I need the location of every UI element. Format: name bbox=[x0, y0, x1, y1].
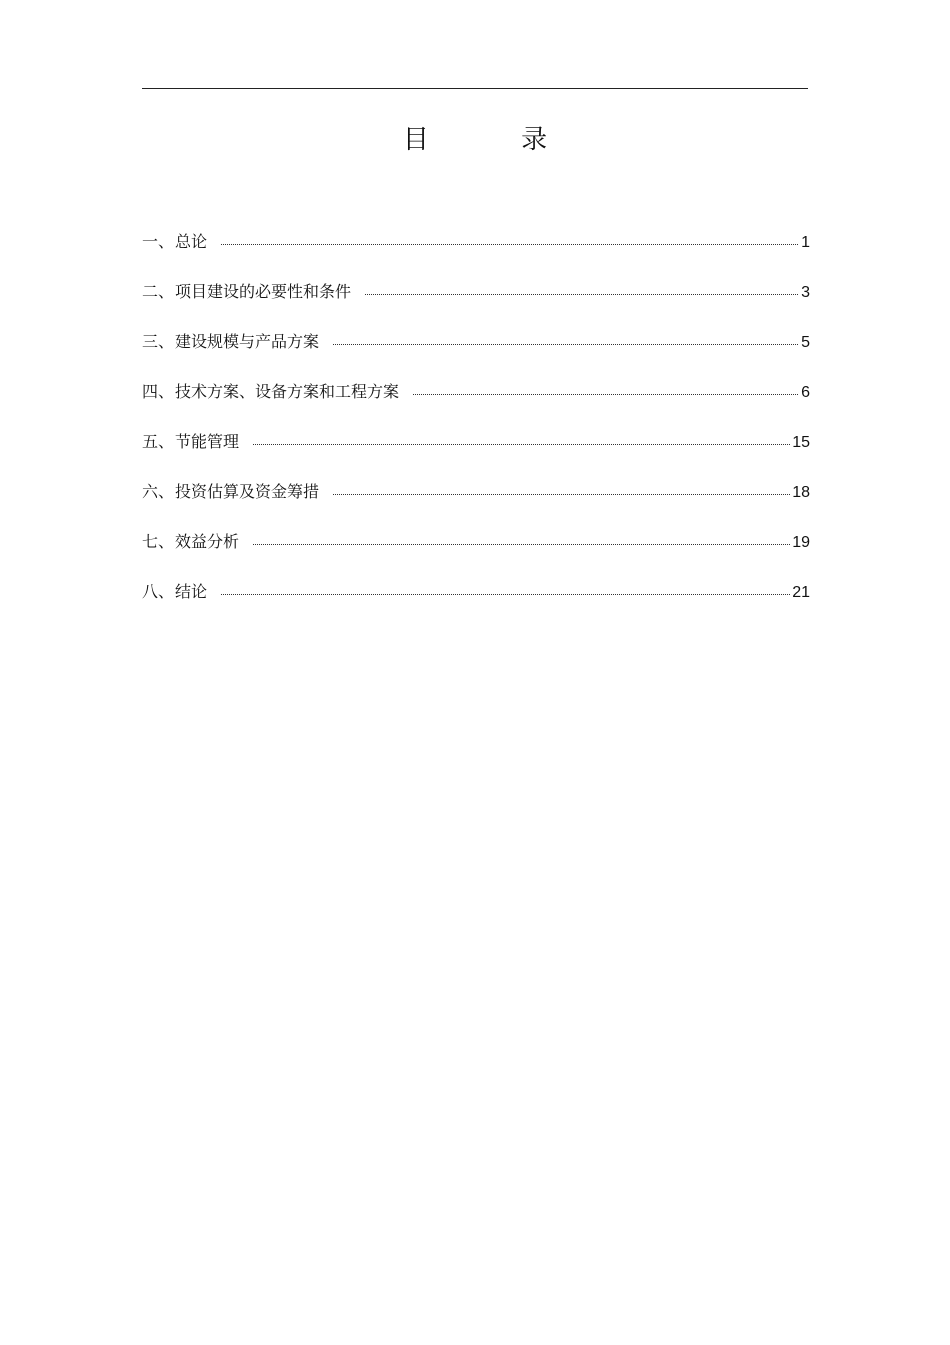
toc-dot-leader bbox=[333, 344, 798, 345]
toc-entry-separator: 、 bbox=[158, 582, 175, 601]
toc-dot-leader bbox=[365, 294, 798, 295]
toc-entry[interactable] bbox=[142, 476, 818, 526]
toc-entry-page: 1 bbox=[801, 234, 810, 251]
toc-entry[interactable] bbox=[142, 426, 818, 476]
toc-dot-leader bbox=[413, 394, 798, 395]
toc-entry-number: 二 bbox=[142, 282, 159, 301]
toc-entry-label: 结论 bbox=[175, 582, 208, 601]
toc-entry-label: 节能管理 bbox=[175, 432, 240, 451]
header-rule bbox=[142, 88, 808, 89]
toc-entry[interactable] bbox=[142, 526, 818, 576]
toc-entry-number: 五 bbox=[142, 432, 159, 451]
toc-dot-leader bbox=[253, 444, 790, 445]
toc-entry[interactable] bbox=[142, 326, 818, 376]
toc-entry-separator: 、 bbox=[158, 282, 175, 301]
toc-entry-separator: 、 bbox=[158, 432, 175, 451]
toc-entry-page: 6 bbox=[801, 384, 810, 401]
toc-entry-separator: 、 bbox=[158, 482, 175, 501]
toc-dot-leader bbox=[221, 244, 798, 245]
toc-entry-separator: 、 bbox=[158, 232, 175, 251]
toc-entry-number: 六 bbox=[142, 482, 159, 501]
toc-entry[interactable] bbox=[142, 376, 818, 426]
toc-entry[interactable] bbox=[142, 276, 818, 326]
toc-entry-page: 15 bbox=[792, 434, 810, 451]
toc-entry-number: 三 bbox=[142, 332, 159, 351]
toc-entry-page: 3 bbox=[801, 284, 810, 301]
toc-entry-label: 项目建设的必要性和条件 bbox=[175, 282, 352, 301]
toc-entry-separator: 、 bbox=[158, 382, 175, 401]
toc-dot-leader bbox=[333, 494, 790, 495]
toc-entry-label: 建设规模与产品方案 bbox=[175, 332, 320, 351]
page-title: 目 录 bbox=[402, 125, 590, 155]
toc-entry-number: 四 bbox=[142, 382, 159, 401]
toc-entry-label: 投资估算及资金筹措 bbox=[175, 482, 320, 501]
toc-entry-label: 技术方案、设备方案和工程方案 bbox=[175, 382, 400, 401]
toc-dot-leader bbox=[253, 544, 790, 545]
toc-entry[interactable] bbox=[142, 226, 818, 276]
toc-entry-separator: 、 bbox=[158, 532, 175, 551]
toc-entry-page: 19 bbox=[792, 534, 810, 551]
toc-entry-page: 21 bbox=[792, 584, 810, 601]
toc-dot-leader bbox=[221, 594, 790, 595]
toc-entry-page: 18 bbox=[792, 484, 810, 501]
toc-entry-separator: 、 bbox=[158, 332, 175, 351]
toc-entry-page: 5 bbox=[801, 334, 810, 351]
toc-entry-number: 八 bbox=[142, 582, 159, 601]
toc-entry-label: 总论 bbox=[175, 232, 208, 251]
toc-entry-label: 效益分析 bbox=[175, 532, 240, 551]
toc-entry-number: 七 bbox=[142, 532, 159, 551]
toc-entry-number: 一 bbox=[142, 232, 159, 251]
toc-entry[interactable] bbox=[142, 576, 818, 626]
table-of-contents bbox=[142, 226, 818, 626]
